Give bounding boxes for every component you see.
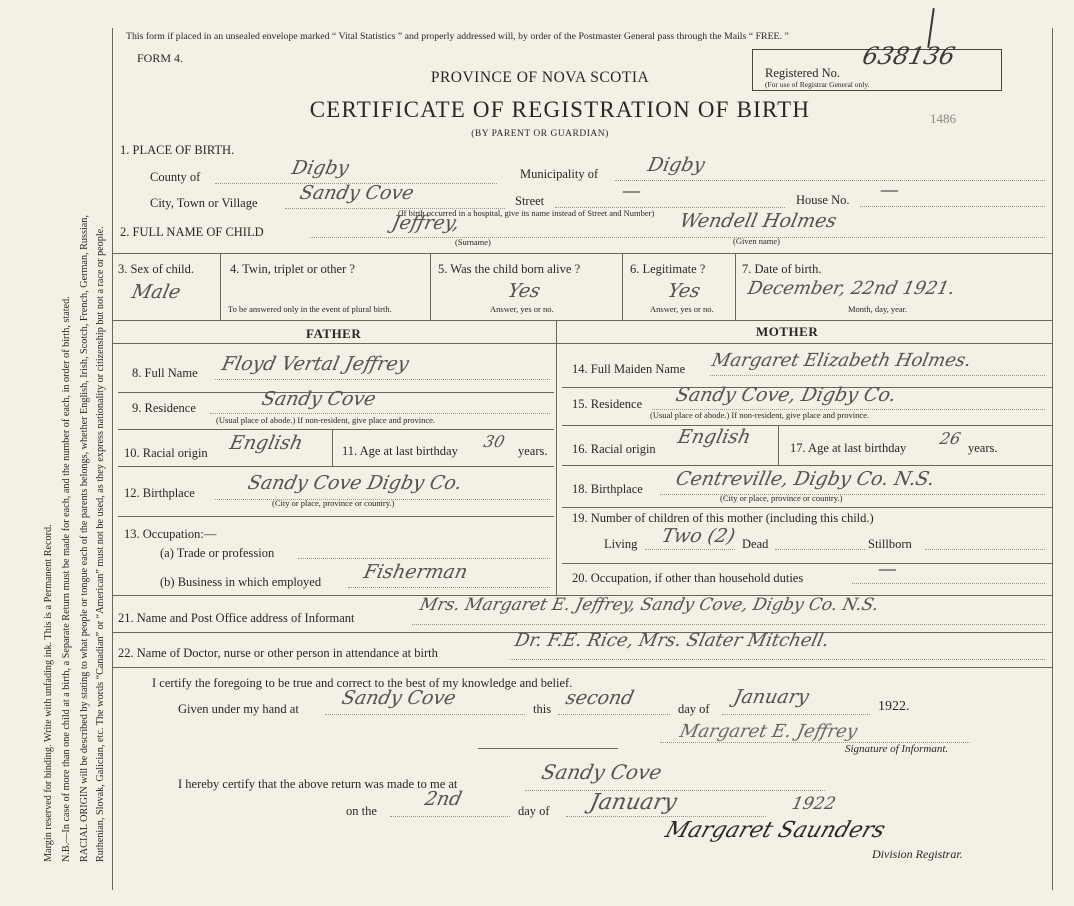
child-name-line <box>310 237 1045 238</box>
twin-label: 4. Twin, triplet or other ? <box>230 262 355 276</box>
father-residence-line <box>210 413 550 414</box>
registered-number-box <box>752 42 1002 91</box>
father-business-value: Fisherman <box>361 561 470 583</box>
street-value: — <box>619 180 644 202</box>
father-age-divider <box>332 429 333 466</box>
municipality-label: Municipality of <box>520 167 599 181</box>
father-row-line-3 <box>118 466 554 467</box>
father-trade-line <box>298 558 550 559</box>
mother-age-unit: years. <box>968 441 998 455</box>
father-age-label: 11. Age at last birthday <box>342 444 458 458</box>
father-name-line <box>215 379 550 380</box>
registrar-day-value: 2nd <box>422 788 464 810</box>
sex-value: Male <box>129 281 183 303</box>
mother-row-line-5 <box>562 563 1052 564</box>
form-number: FORM 4. <box>137 51 184 65</box>
stillborn-label: Stillborn <box>868 537 912 551</box>
mother-birthplace-note: (City or place, province or country.) <box>720 493 843 503</box>
certification-statement: I certify the foregoing to be true and correct to the best of my knowledge and belief. <box>152 676 573 690</box>
mother-residence-label: 15. Residence <box>572 397 643 411</box>
born-alive-label: 5. Was the child born alive ? <box>438 262 581 276</box>
given-under-hand-label: Given under my hand at <box>178 702 299 716</box>
born-alive-value: Yes <box>505 280 543 302</box>
surname-note: (Surname) <box>455 237 491 247</box>
living-label: Living <box>604 537 638 551</box>
registrar-month-line <box>566 816 766 817</box>
mother-heading: MOTHER <box>756 324 819 339</box>
father-heading: FATHER <box>306 326 362 341</box>
dob-value: December, 22nd 1921. <box>745 278 957 299</box>
mother-name-line <box>710 375 1045 376</box>
given-name-note: (Given name) <box>733 236 780 246</box>
father-business-line <box>348 587 550 588</box>
municipality-value: Digby <box>645 154 707 176</box>
father-occupation-label: 13. Occupation:— <box>124 527 217 541</box>
given-month-value: January <box>731 686 812 708</box>
registered-note: (For use of Registrar General only. <box>765 80 870 89</box>
sex-label: 3. Sex of child. <box>118 262 195 276</box>
living-line <box>645 549 735 550</box>
mother-row-line-4 <box>562 507 1052 508</box>
informant-signature: Margaret E. Jeffrey <box>677 721 860 742</box>
father-age-value: 30 <box>482 432 507 451</box>
this-label: this <box>533 702 552 716</box>
margin-note-binding: Margin reserved for binding. Write with unfading ink. This is a Permanent Record. <box>43 524 54 862</box>
given-month-line <box>722 714 870 715</box>
legitimate-value: Yes <box>665 280 703 302</box>
postal-notice: This form if placed in an unsealed envelope marked “ Vital Statistics ” and properly addressed will, by order of the Postmaster General pass through the Mails “ FREE. ” <box>126 31 789 42</box>
province-heading: PROVINCE OF NOVA SCOTIA <box>430 69 650 86</box>
registrar-signature: Margaret Saunders <box>662 818 889 843</box>
given-place-value: Sandy Cove <box>339 687 458 709</box>
father-birthplace-label: 12. Birthplace <box>124 486 195 500</box>
margin-note-nb: N.B.—In case of more than one child at a birth, a Separate Return must be made for each, and the number of each, in order of birth, stated. <box>61 296 72 862</box>
registrar-year-value: 1922 <box>789 794 838 814</box>
child-given-name-value: Wendell Holmes <box>677 210 839 232</box>
father-row-line-4 <box>118 516 554 517</box>
dead-label: Dead <box>742 537 769 551</box>
attendant-row-line <box>112 667 1052 668</box>
mother-occupation-label: 20. Occupation, if other than household duties <box>572 571 804 585</box>
given-year-value: 1922. <box>878 699 910 714</box>
mother-row-line-3 <box>562 465 1052 466</box>
informant-value: Mrs. Margaret E. Jeffrey, Sandy Cove, Digby Co. N.S. <box>417 595 881 615</box>
given-day-value: second <box>563 687 636 709</box>
col-divider-1 <box>220 253 221 320</box>
born-alive-note: Answer, yes or no. <box>490 304 554 314</box>
house-number-label: House No. <box>796 193 850 207</box>
mother-children-label: 19. Number of children of this mother (including this child.) <box>572 511 874 525</box>
dob-note: Month, day, year. <box>848 304 908 314</box>
parents-heading-line <box>112 343 1052 344</box>
registrar-day-line <box>390 816 510 817</box>
col-divider-3 <box>622 253 623 320</box>
row-divider-bottom <box>112 320 1052 321</box>
child-surname-value: Jeffrey, <box>389 212 462 234</box>
given-day-line <box>558 714 670 715</box>
mother-birthplace-value: Centreville, Digby Co. N.S. <box>673 468 937 490</box>
father-residence-value: Sandy Cove <box>259 388 378 410</box>
right-border-line <box>1052 28 1053 890</box>
attendant-line <box>510 659 1045 660</box>
municipality-line <box>615 180 1045 181</box>
row-divider-top <box>112 253 1052 254</box>
margin-note-nationality: Ruthenian, Slovak, Galician, etc. The words “Canadian” or “American” must not be used, as they express nationality or citizenship but not a race or people. <box>95 226 106 862</box>
city-value: Sandy Cove <box>297 182 416 204</box>
mother-row-line-2 <box>562 425 1052 426</box>
twin-note: To be answered only in the event of plural birth. <box>228 304 392 314</box>
registrar-statement: I hereby certify that the above return was made to me at <box>178 777 458 791</box>
registrar-place-value: Sandy Cove <box>539 760 665 784</box>
father-race-value: English <box>227 432 305 454</box>
child-name-label: 2. FULL NAME OF CHILD <box>120 225 264 239</box>
mother-age-label: 17. Age at last birthday <box>790 441 907 455</box>
mother-birthplace-line <box>660 494 1045 495</box>
attendant-label: 22. Name of Doctor, nurse or other person in attendance at birth <box>118 646 438 660</box>
col-divider-2 <box>430 253 431 320</box>
father-trade-label: (a) Trade or profession <box>160 546 275 560</box>
mother-age-divider <box>778 425 779 465</box>
signature-caption: Signature of Informant. <box>845 743 949 755</box>
registry-stamp: 1486 <box>930 111 956 126</box>
county-label: County of <box>150 170 201 184</box>
certificate-subtitle: (BY PARENT OR GUARDIAN) <box>471 129 609 139</box>
street-label: Street <box>515 194 545 208</box>
mother-residence-value: Sandy Cove, Digby Co. <box>673 384 899 406</box>
father-residence-note: (Usual place of abode.) If non-resident, give place and province. <box>216 415 436 425</box>
mother-race-label: 16. Racial origin <box>572 442 656 456</box>
parents-center-divider <box>556 320 557 595</box>
father-age-unit: years. <box>518 444 548 458</box>
mother-name-value: Margaret Elizabeth Holmes. <box>709 350 974 371</box>
hospital-note: (If birth occurred in a hospital, give its name instead of Street and Number) <box>398 208 655 218</box>
attendant-value: Dr. F.E. Rice, Mrs. Slater Mitchell. <box>512 630 832 651</box>
col-divider-4 <box>735 253 736 320</box>
place-of-birth-label: 1. PLACE OF BIRTH. <box>120 143 235 157</box>
father-name-value: Floyd Vertal Jeffrey <box>219 353 411 375</box>
father-row-line-2 <box>118 429 554 430</box>
legitimate-label: 6. Legitimate ? <box>630 262 706 276</box>
separator-rule <box>478 748 618 749</box>
dead-line <box>775 549 865 550</box>
registered-number: 638136 <box>860 42 958 70</box>
legitimate-note: Answer, yes or no. <box>650 304 714 314</box>
informant-line <box>412 624 1045 625</box>
mother-occupation-line <box>852 583 1045 584</box>
mother-name-label: 14. Full Maiden Name <box>572 362 686 376</box>
informant-label: 21. Name and Post Office address of Informant <box>118 611 355 625</box>
on-the-label: on the <box>346 804 377 818</box>
father-business-label: (b) Business in which employed <box>160 575 322 589</box>
father-birthplace-note: (City or place, province or country.) <box>272 498 395 508</box>
house-number-value: — <box>877 179 902 201</box>
day-of-label: day of <box>678 702 710 716</box>
father-birthplace-value: Sandy Cove Digby Co. <box>245 472 465 494</box>
house-number-line <box>860 206 1045 207</box>
father-race-label: 10. Racial origin <box>124 446 208 460</box>
county-value: Digby <box>289 157 351 179</box>
mother-residence-note: (Usual place of abode.) If non-resident, give place and province. <box>650 410 870 420</box>
registrar-day-of-label: day of <box>518 804 550 818</box>
margin-note-racial-origin: RACIAL ORIGIN will be described by stating to what people or tongue each of the parents belongs, whether English, Irish, Scotch, French, German, Russian, <box>79 215 90 862</box>
mother-race-value: English <box>675 426 753 448</box>
living-value: Two (2) <box>659 525 738 547</box>
left-border-line <box>112 28 113 890</box>
city-label: City, Town or Village <box>150 196 258 210</box>
stillborn-line <box>925 549 1045 550</box>
registered-label: Registered No. <box>765 66 840 80</box>
mother-birthplace-label: 18. Birthplace <box>572 482 643 496</box>
dob-label: 7. Date of birth. <box>742 262 822 276</box>
certificate-title: CERTIFICATE OF REGISTRATION OF BIRTH <box>309 97 811 122</box>
registrar-caption: Division Registrar. <box>872 847 963 861</box>
mother-age-value: 26 <box>938 429 963 448</box>
father-name-label: 8. Full Name <box>132 366 198 380</box>
father-residence-label: 9. Residence <box>132 401 196 415</box>
mother-occupation-value: — <box>875 558 900 580</box>
registrar-month-value: January <box>587 790 680 815</box>
given-place-line <box>325 714 525 715</box>
